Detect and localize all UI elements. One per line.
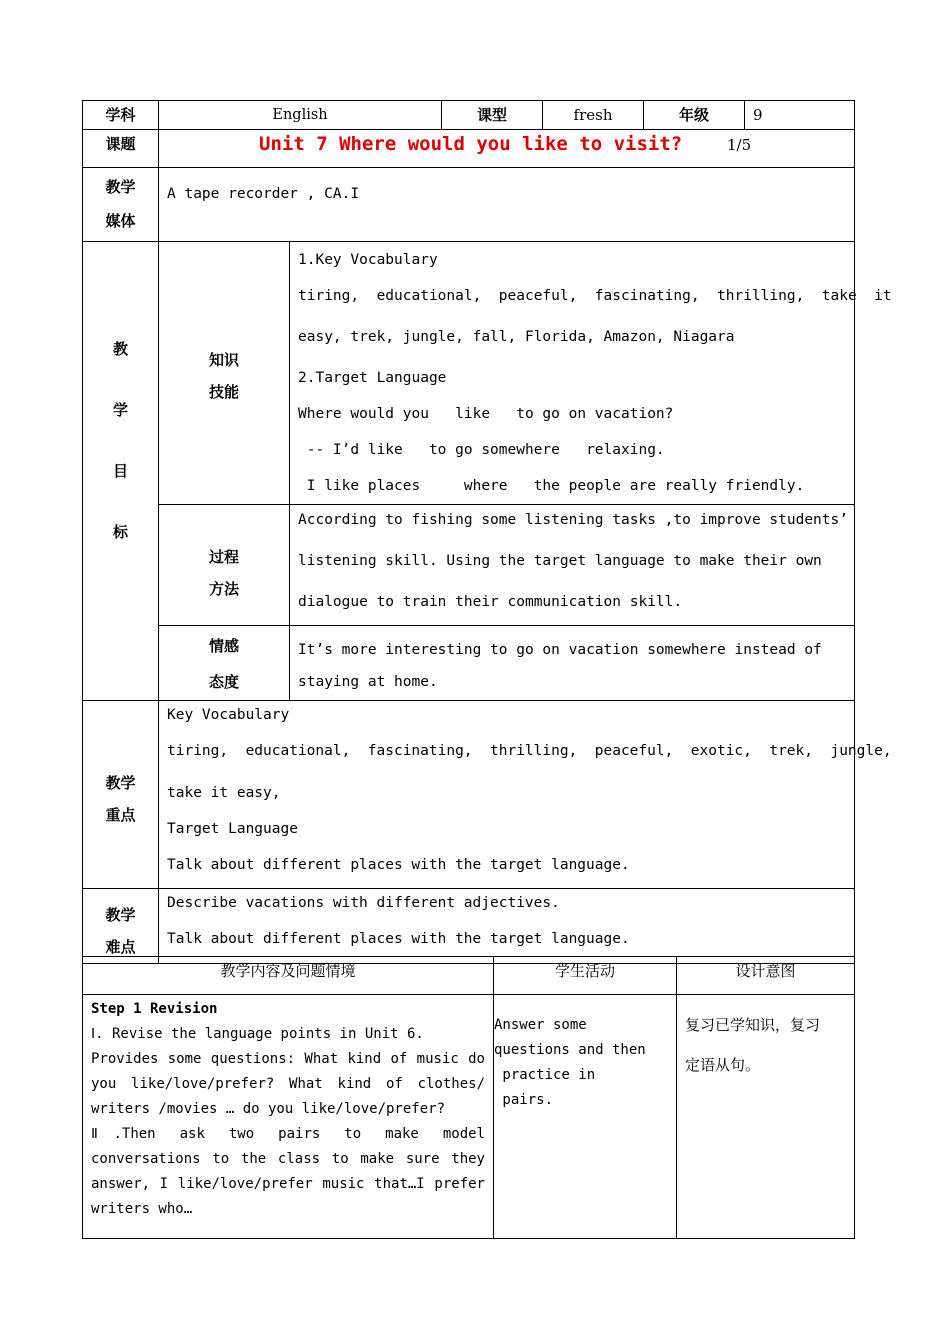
knowledge-content: 1.Key Vocabulary tiring, educational, peaceful, fascinating, thrilling, take it easy, trek, jungle, fall, Florida, Amazon, Niagara 2.Target Language Where would you like to go on vacation? -- I’d like to go somewhere relaxing. I like places where the people are really friendly. xyxy=(290,242,855,505)
type-label: 课型 xyxy=(442,101,543,130)
key-points-content: Key Vocabulary tiring, educational, fascinating, thrilling, peaceful, exotic, trek, jungle, take it easy, Target Language Talk about different places with the target language. xyxy=(159,701,855,889)
col-activity-header: 学生活动 xyxy=(494,957,677,995)
lesson-plan-table xyxy=(82,100,892,964)
page-indicator: 1/5 xyxy=(727,136,752,154)
subject-label: 学科 xyxy=(83,101,159,130)
step-title: Step 1 Revision xyxy=(91,1001,218,1017)
objectives-label: 教 学 目 标 xyxy=(83,242,159,701)
emotion-label: 情感 态度 xyxy=(159,626,290,701)
process-label: 过程 方法 xyxy=(159,505,290,626)
procedure-table xyxy=(82,956,855,1239)
process-content: According to fishing some listening tasks ,to improve students’ listening skill. Using the target language to make their own dialogue to train their communication skill. xyxy=(290,505,855,626)
col-content-header: 教学内容及问题情境 xyxy=(83,957,494,995)
key-points-label: 教学 重点 xyxy=(83,701,159,889)
type-value: fresh xyxy=(543,101,644,130)
procedure-content: Step 1 Revision Ⅰ. Revise the language points in Unit 6. Provides some questions: What kind of music do you like/love/prefer? What kind of clothes/ writers /movies … do you like/love/prefer? Ⅱ.Then ask two pairs to make model conversations to the class to make sure they answer, I like/love/prefer music that…I prefer writers who… xyxy=(83,995,494,1239)
knowledge-label: 知识 技能 xyxy=(159,242,290,505)
col-intent-header: 设计意图 xyxy=(677,957,855,995)
student-activity: Answer some questions and then practice in pairs. xyxy=(494,995,677,1239)
design-intent: 复习已学知识，复习 定语从句。 xyxy=(677,995,855,1239)
subject-value: English xyxy=(159,101,442,130)
topic-cell xyxy=(159,130,855,168)
grade-label: 年级 xyxy=(644,101,745,130)
media-value: A tape recorder , CA.I xyxy=(159,168,855,242)
lesson-title: Unit 7 Where would you like to visit? xyxy=(259,133,683,155)
difficulties-content: Describe vacations with different adjectives. Talk about different places with the target language. xyxy=(159,889,855,964)
emotion-content: It’s more interesting to go on vacation somewhere instead of staying at home. xyxy=(290,626,855,701)
difficulties-label: 教学 难点 xyxy=(83,889,159,964)
grade-value: 9 xyxy=(745,101,855,130)
media-label: 教学 媒体 xyxy=(83,168,159,242)
topic-label: 课题 xyxy=(83,130,159,168)
